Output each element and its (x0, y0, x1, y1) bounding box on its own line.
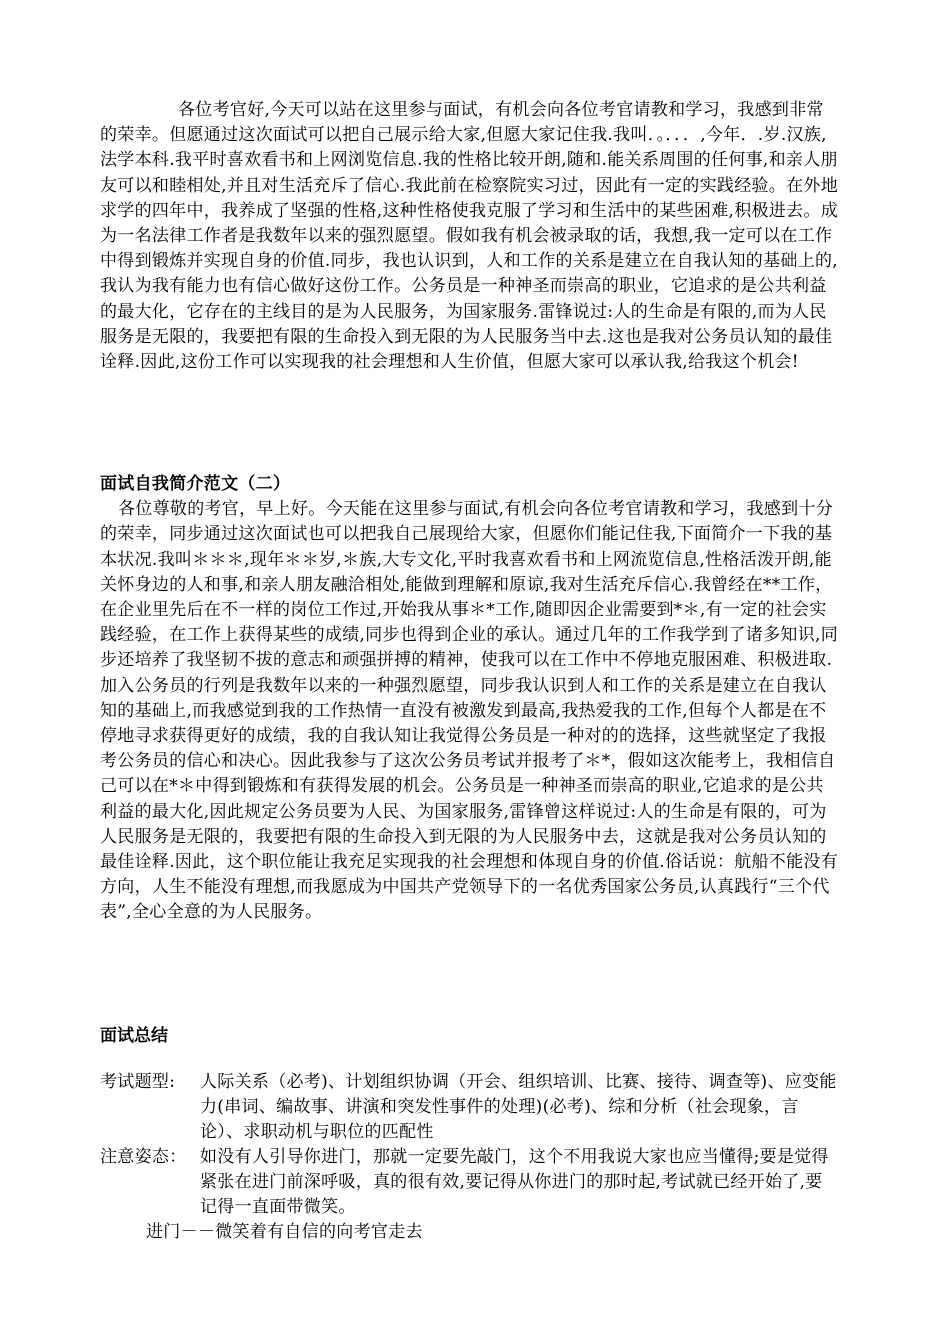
section-heading-2: 面试自我简介范文（二） (100, 474, 291, 494)
summary-item-demeanor (100, 1145, 838, 1221)
summary-heading: 面试总结 (100, 1026, 168, 1046)
summary-item-question-types (100, 1070, 838, 1146)
self-intro-section-1 (100, 98, 838, 375)
summary-item-label: 考试题型: (100, 1072, 176, 1092)
summary-item-text: 如没有人引导你进门，那就一定要先敲门，这个不用我说大家也应当懂得;要是觉得紧张在进门前深呼吸，真的很有效,要记得从你进门的那时起,考试就已经开始了,要记得一直面带微笑。 (200, 1147, 829, 1218)
self-intro-section-2 (100, 472, 838, 926)
summary-item-label: 注意姿态： (100, 1147, 187, 1167)
summary-entry-line: 进门－－微笑着有自信的向考官走去 (146, 1222, 423, 1242)
summary-item-text: 人际关系（必考)、计划组织协调（开会、组织培训、比赛、接待、调查等)、应变能力(串词、编故事、讲演和突发性事件的处理)(必考)、综和分析（社会现象，言论）、求职动机与职位的匹配性 (200, 1072, 837, 1143)
self-intro-paragraph-2: 各位尊敬的考官，早上好。今天能在这里参与面试,有机会向各位考官请教和学习，我感到十分的荣幸，同步通过这次面试也可以把我自己展现给大家，但愿你们能记住我,下面简介一下我的基本状况.我叫＊＊＊,现年＊＊岁,＊族,大专文化,平时我喜欢看书和上网流览信息,性格活泼开朗,能关怀身边的人和事,和亲人朋友融洽相处,能做到理解和原谅,我对生活充斥信心.我曾经在**工作，在企业里先后在不一样的岗位工作过,开始我从事＊*工作,随即因企业需要到*＊,有一定的社会实践经验，在工作上获得某些的成绩,同步也得到企业的承认。通过几年的工作我学到了诸多知识,同步还培养了我坚韧不拔的意志和顽强拼搏的精神，使我可以在工作中不停地克服困难、积极进取.加入公务员的行列是我数年以来的一种强烈愿望，同步我认识到人和工作的关系是建立在自我认知的基础上,而我感觉到我的工作热情一直没有被激发到最高,我热爱我的工作,但每个人都是在不停地寻求获得更好的成绩，我的自我认知让我觉得公务员是一种对的的选择，这些就坚定了我报考公务员的信心和决心。因此我参与了这次公务员考试并报考了＊*，假如这次能考上，我相信自己可以在*＊中得到锻炼和有获得发展的机会。公务员是一种神圣而崇高的职业,它追求的是公共利益的最大化,因此规定公务员要为人民、为国家服务,雷锋曾这样说过:人的生命是有限的，可为人民服务是无限的，我要把有限的生命投入到无限的为人民服务中去，这就是我对公务员认知的最佳诠释.因此，这个职位能让我充足实现我的社会理想和体现自身的价值.俗话说：航船不能没有方向，人生不能没有理想,而我愿成为中国共产党领导下的一名优秀国家公务员,认真践行“三个代表”,全心全意的为人民服务。 (100, 499, 839, 923)
self-intro-paragraph-1: 各位考官好,今天可以站在这里参与面试，有机会向各位考官请教和学习，我感到非常的荣幸。但愿通过这次面试可以把自己展示给大家,但愿大家记住我.我叫．。．．．,今年．.岁.汉族,法学本科.我平时喜欢看书和上网浏览信息.我的性格比较开朗,随和.能关系周围的任何事,和亲人朋友可以和睦相处,并且对生活充斥了信心.我此前在检察院实习过，因此有一定的实践经验。在外地求学的四年中，我养成了坚强的性格,这种性格使我克服了学习和生活中的某些困难,积极进去。成为一名法律工作者是我数年以来的强烈愿望。假如我有机会被录取的话，我想,我一定可以在工作中得到锻炼并实现自身的价值.同步，我也认识到，人和工作的关系是建立在自我认知的基础上的,我认为我有能力也有信心做好这份工作。公务员是一种神圣而崇高的职业，它追求的是公共利益的最大化，它存在的主线目的是为人民服务，为国家服务.雷锋说过:人的生命是有限的,而为人民服务是无限的，我要把有限的生命投入到无限的为人民服务当中去.这也是我对公务员认知的最佳诠释.因此,这份工作可以实现我的社会理想和人生价值，但愿大家可以承认我,给我这个机会! (100, 100, 839, 373)
